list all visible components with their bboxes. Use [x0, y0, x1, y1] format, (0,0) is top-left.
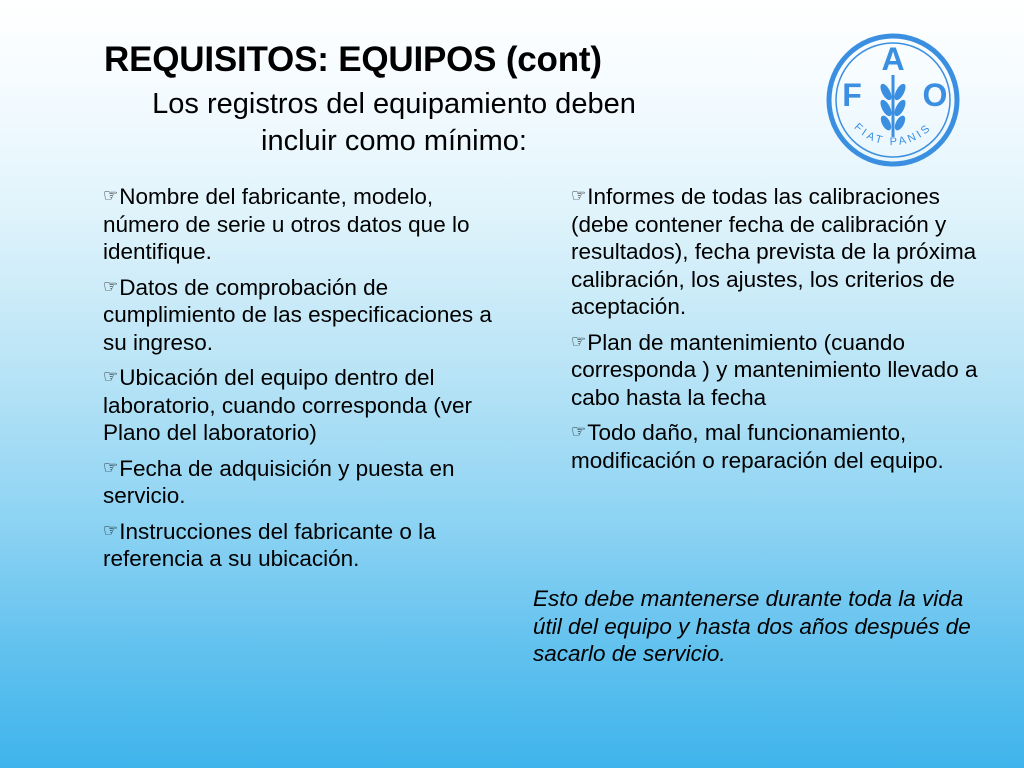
pointing-hand-icon: ☞ [103, 186, 119, 205]
slide-subtitle [104, 86, 684, 160]
bullet-text: Nombre del fabricante, modelo, número de serie u otros datos que lo identifique. [103, 184, 470, 264]
right-column [571, 182, 991, 481]
pointing-hand-icon: ☞ [571, 186, 587, 205]
logo-letter-o: O [922, 77, 948, 113]
pointing-hand-icon: ☞ [103, 276, 119, 296]
bullet-acquisition-date [103, 454, 503, 510]
bullet-text: Plan de mantenimiento (cuando corresponda ) y mantenimiento llevado a cabo hasta la fecha [571, 329, 978, 410]
bullet-text: Datos de comprobación de cumplimiento de las especificaciones a su ingreso. [103, 274, 492, 355]
bullet-damage [571, 418, 991, 474]
bullet-manufacturer [103, 182, 503, 266]
pointing-hand-icon: ☞ [571, 422, 587, 441]
bullet-calibration-reports [571, 182, 991, 321]
bullet-text: Ubicación del equipo dentro del laboratorio, cuando corresponda (ver Plano del laboratorio) [103, 365, 472, 445]
bullet-text: Fecha de adquisición y puesta en servicio. [103, 455, 455, 508]
bullet-instructions [103, 517, 503, 573]
subtitle-line-2: incluir como mínimo: [261, 125, 527, 157]
bullet-location [103, 363, 503, 447]
subtitle-line-1: Los registros del equipamiento deben [152, 88, 636, 120]
pointing-hand-icon: ☞ [103, 367, 119, 386]
fao-logo [818, 30, 968, 170]
logo-motto: FIAT PANIS [851, 121, 935, 149]
bullet-maintenance-plan [571, 328, 991, 412]
pointing-hand-icon: ☞ [103, 520, 119, 540]
logo-letter-a: A [881, 41, 905, 77]
bullet-text: Todo daño, mal funcionamiento, modificación o reparación del equipo. [571, 420, 944, 473]
slide-title: REQUISITOS: EQUIPOS (cont) [104, 40, 602, 79]
retention-note: Esto debe mantenerse durante toda la vida útil del equipo y hasta dos años después de sacarlo de servicio. [533, 586, 971, 666]
pointing-hand-icon: ☞ [103, 457, 119, 477]
bullet-text: Informes de todas las calibraciones (debe contener fecha de calibración y resultados), fecha prevista de la próxima calibración, los ajustes, los criterios de aceptación. [571, 184, 977, 319]
pointing-hand-icon: ☞ [571, 331, 587, 351]
bullet-text: Instrucciones del fabricante o la referencia a su ubicación. [103, 518, 436, 571]
left-column [103, 182, 503, 580]
logo-letter-f: F [842, 77, 862, 113]
bullet-verification [103, 273, 503, 357]
